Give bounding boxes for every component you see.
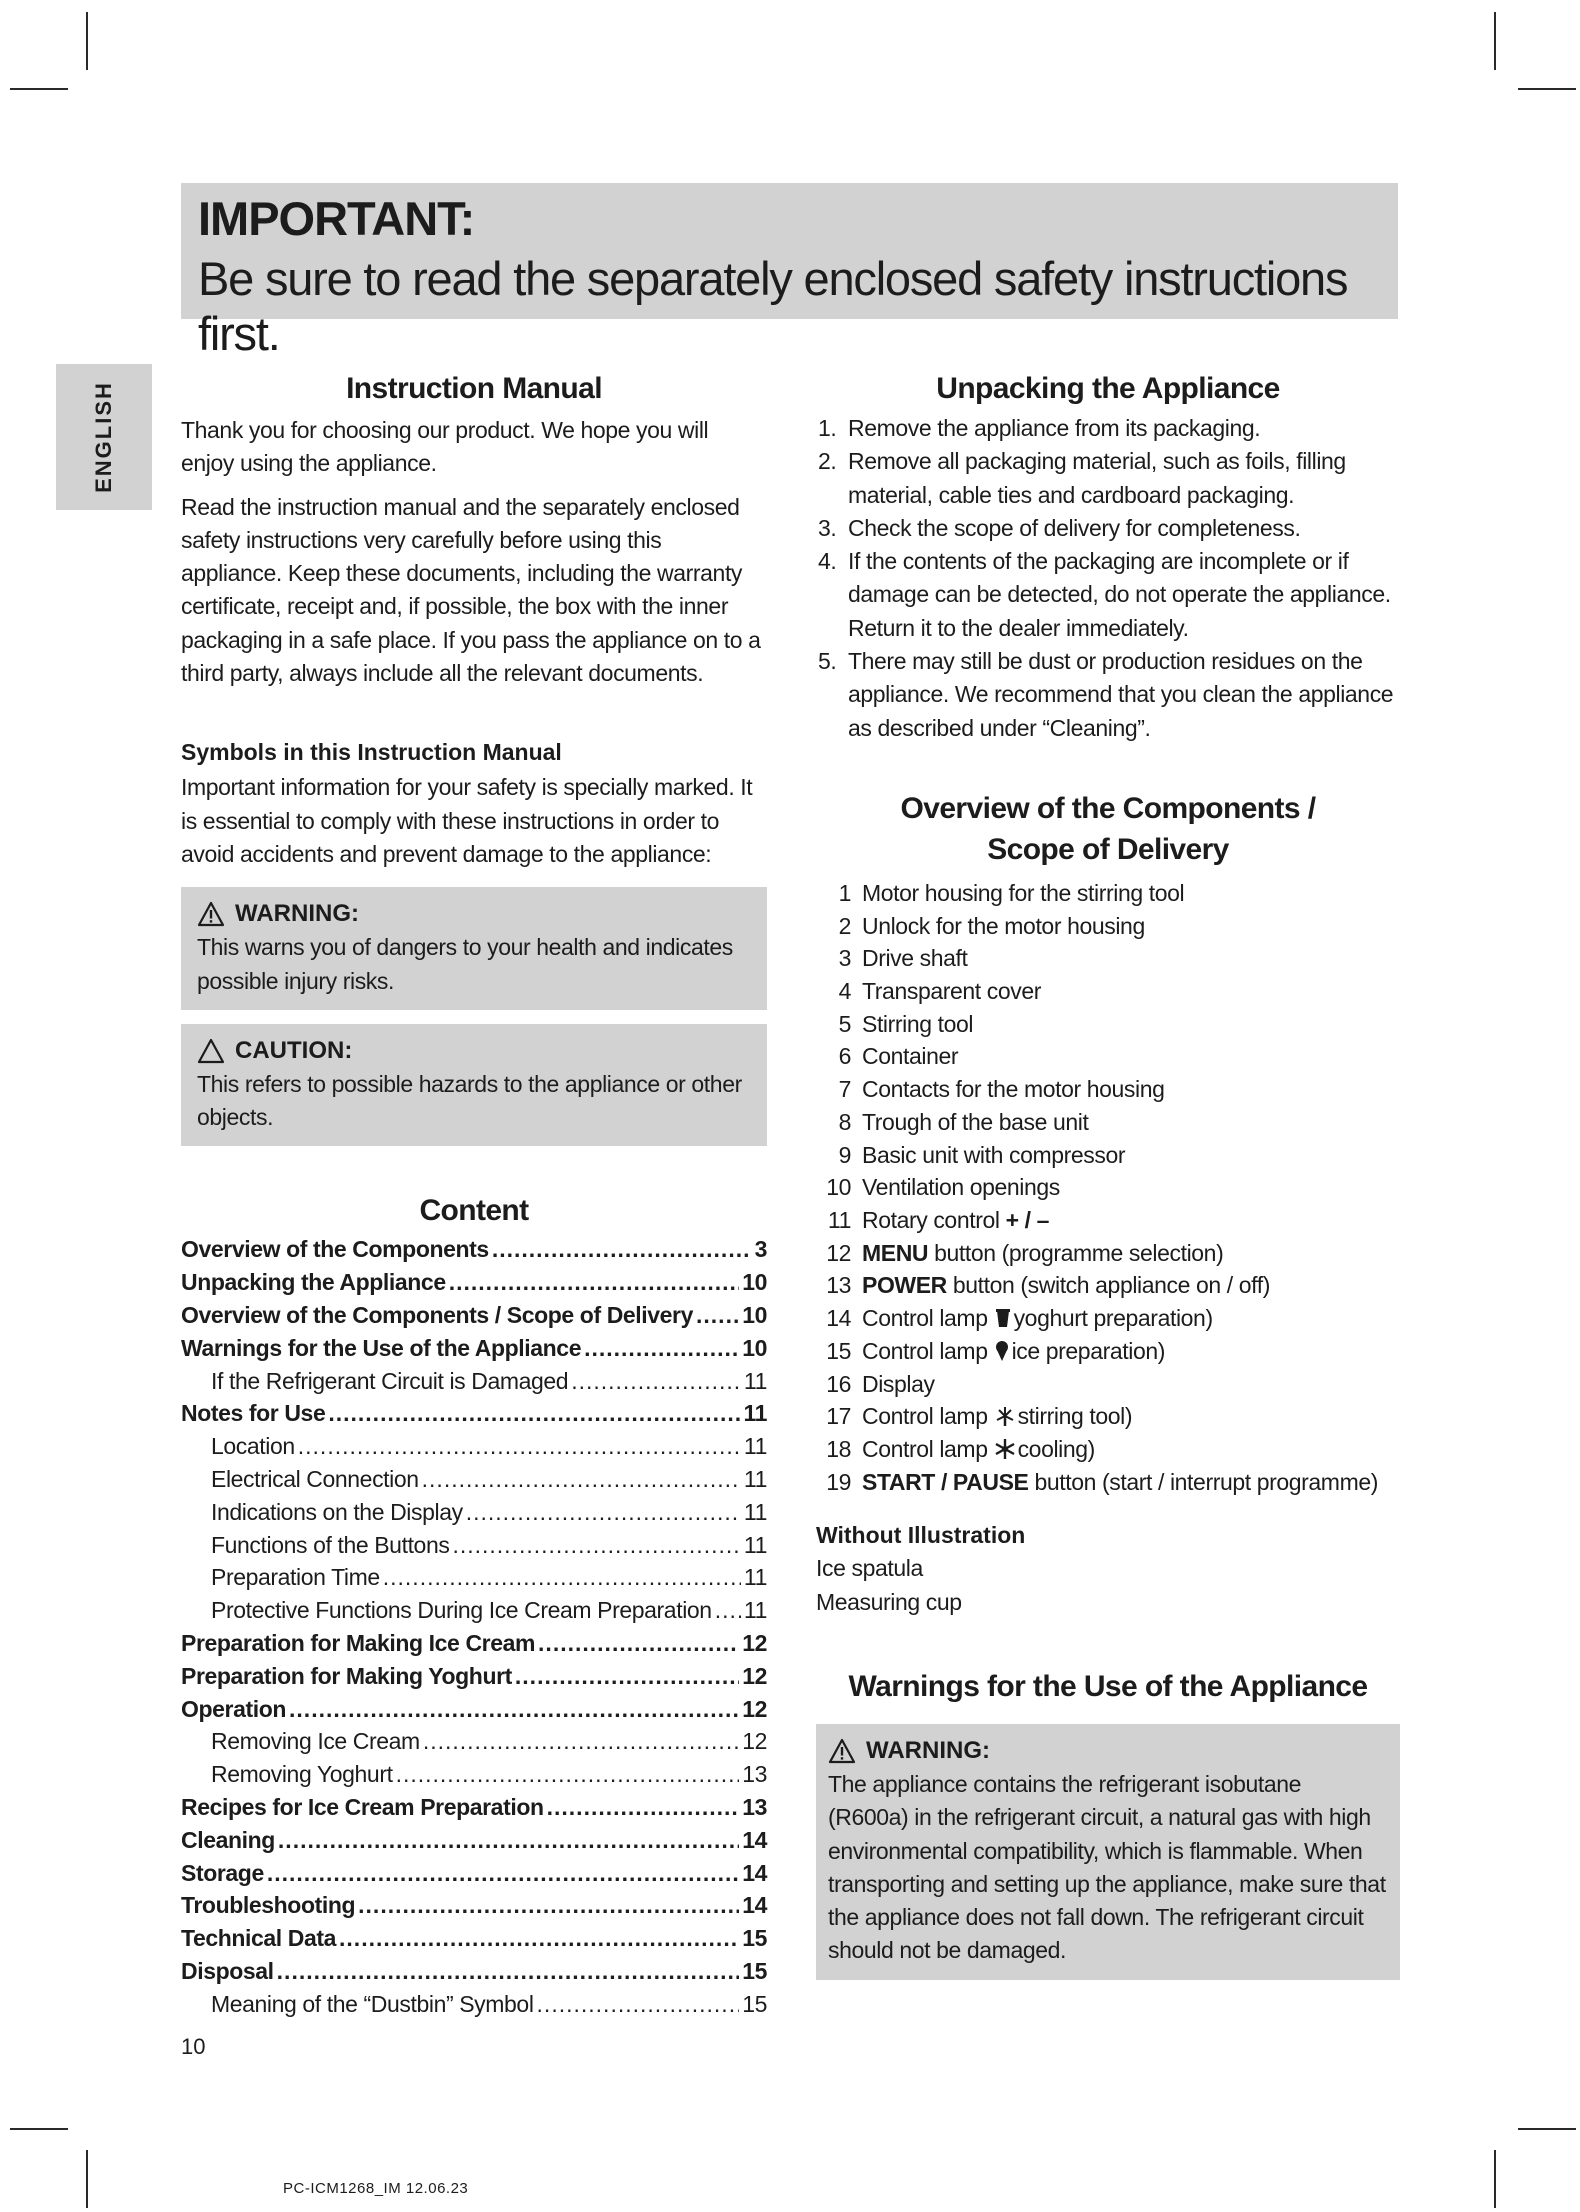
- warning-text: This warns you of dangers to your health and indicates possible injury risks.: [197, 934, 733, 994]
- banner-title: IMPORTANT:: [198, 192, 475, 245]
- instruction-manual-heading: Instruction Manual: [346, 372, 602, 405]
- refrigerant-warning-text: The appliance contains the refrigerant isobutane (R600a) in the refrigerant circuit, a natural gas with high environmental compatibility, which is flammable. When transporting and setting up the appliance, make sure that the appliance does not fall down. The refrigerant circuit should not be damaged.: [828, 1770, 1386, 1964]
- table-of-contents: [181, 1233, 767, 2020]
- rotary-symbols: + / –: [1005, 1207, 1049, 1233]
- language-label: ENGLISH: [91, 381, 116, 493]
- list-item: 15 Control lamp ice preparation): [826, 1337, 1165, 1364]
- list-item: 1 Motor housing for the stirring tool: [838, 879, 1185, 906]
- list-item: 13 POWER button (switch appliance on / off): [826, 1272, 1270, 1299]
- caution-title: CAUTION:: [235, 1036, 353, 1064]
- toc-entry[interactable]: Preparation for Making Yoghurt ..... 12: [181, 1660, 767, 1693]
- list-item: 18 Control lamp cooling): [826, 1435, 1095, 1462]
- list-item: 16 Display: [826, 1370, 935, 1397]
- intro-paragraph: Thank you for choosing our product. We hope you will enjoy using the appliance.: [181, 417, 709, 477]
- caution-triangle-icon: [197, 1038, 225, 1064]
- warning-box: [181, 887, 767, 1010]
- toc-subentry[interactable]: Electrical Connection ..... 11: [181, 1463, 767, 1496]
- toc-subentry[interactable]: Removing Yoghurt ..... 13: [181, 1758, 767, 1791]
- symbols-heading: Symbols in this Instruction Manual: [181, 739, 562, 766]
- toc-entry[interactable]: Preparation for Making Ice Cream ..... 12: [181, 1627, 767, 1660]
- warnings-use-heading: Warnings for the Use of the Appliance: [848, 1669, 1368, 1703]
- toc-entry[interactable]: Operation ..... 12: [181, 1693, 767, 1726]
- crop-mark: [1518, 88, 1576, 90]
- list-item: 17 Control lamp stirring tool): [826, 1403, 1133, 1430]
- accessory-item: Measuring cup: [816, 1588, 962, 1615]
- banner-subtitle: Be sure to read the separately enclosed safety instructions first.: [198, 252, 1348, 360]
- toc-entry[interactable]: Cleaning ..... 14: [181, 1824, 767, 1857]
- crop-mark: [10, 88, 68, 90]
- list-item: 5 Stirring tool: [838, 1010, 974, 1037]
- caution-box: [181, 1024, 767, 1147]
- toc-subentry[interactable]: Location ..... 11: [181, 1430, 767, 1463]
- toc-entry[interactable]: Notes for Use ..... 11: [181, 1397, 767, 1430]
- toc-subentry[interactable]: Removing Ice Cream ..... 12: [181, 1725, 767, 1758]
- toc-entry[interactable]: Disposal ..... 15: [181, 1955, 767, 1988]
- caution-text: This refers to possible hazards to the appliance or other objects.: [197, 1070, 742, 1131]
- without-illustration-heading: Without Illustration: [816, 1522, 1026, 1549]
- crop-mark: [86, 2150, 88, 2208]
- list-item: 6 Container: [838, 1043, 959, 1070]
- crop-mark: [1494, 12, 1496, 70]
- toc-entry[interactable]: Storage ..... 14: [181, 1857, 767, 1890]
- list-item: 4. If the contents of the packaging are incomplete or if damage can be detected, do not operate the appliance. Return it to the dealer immediately.: [818, 548, 1391, 641]
- list-item: 2 Unlock for the motor housing: [838, 912, 1145, 939]
- list-item: 14 Control lamp yoghurt preparation): [826, 1305, 1213, 1332]
- stirring-icon: [994, 1405, 1016, 1427]
- list-item: 19 START / PAUSE button (start / interrupt programme): [826, 1468, 1378, 1495]
- toc-subentry[interactable]: Indications on the Display ..... 11: [181, 1496, 767, 1529]
- language-tab: [56, 364, 152, 510]
- crop-mark: [1494, 2150, 1496, 2208]
- list-item: 8 Trough of the base unit: [838, 1108, 1089, 1135]
- cooling-icon: [994, 1438, 1016, 1460]
- crop-mark: [10, 2128, 68, 2130]
- warning-title: WARNING:: [235, 900, 359, 928]
- symbols-paragraph: Important information for your safety is specially marked. It is essential to comply with these instructions in order to avoid accidents and prevent damage to the appliance:: [181, 774, 753, 867]
- documents-paragraph: Read the instruction manual and the separately enclosed safety instructions very carefully before using this appliance. Keep these documents, including the warranty certificate, receipt and, if possible, the box with the inner packaging in a safe place. If you pass the appliance on to a third party, always include all the relevant documents.: [181, 493, 761, 687]
- components-list: [816, 877, 1400, 1498]
- toc-subentry[interactable]: If the Refrigerant Circuit is Damaged ..... 11: [181, 1365, 767, 1398]
- footer-code: PC-ICM1268_IM 12.06.23: [283, 2180, 469, 2197]
- refrigerant-warning-box: [816, 1724, 1400, 1980]
- toc-entry[interactable]: Technical Data ..... 15: [181, 1922, 767, 1955]
- left-column: [181, 368, 767, 2021]
- content-heading: Content: [419, 1194, 529, 1228]
- list-item: 5. There may still be dust or production residues on the appliance. We recommend that you clean the appliance as described under “Cleaning”.: [818, 648, 1394, 741]
- list-item: 11 Rotary control + / –: [816, 1204, 1400, 1237]
- warning-triangle-icon: [197, 901, 225, 927]
- list-item: 10 Ventilation openings: [826, 1174, 1060, 1201]
- page-number: 10: [181, 2034, 206, 2059]
- crop-mark: [86, 12, 88, 70]
- unpacking-heading: Unpacking the Appliance: [936, 372, 1280, 405]
- toc-entry[interactable]: Troubleshooting ..... 14: [181, 1889, 767, 1922]
- toc-entry[interactable]: Unpacking the Appliance ..... 10: [181, 1266, 767, 1299]
- unpacking-steps: [816, 412, 1400, 745]
- toc-entry[interactable]: Warnings for the Use of the Appliance ..... 10: [181, 1332, 767, 1365]
- list-item: 3 Drive shaft: [838, 945, 968, 972]
- list-item: 3. Check the scope of delivery for completeness.: [818, 514, 1301, 541]
- right-column: [816, 368, 1400, 1980]
- toc-subentry[interactable]: Meaning of the “Dustbin” Symbol ..... 15: [181, 1988, 767, 2021]
- overview-heading: Overview of the Components / Scope of Delivery: [900, 791, 1316, 866]
- toc-entry[interactable]: Overview of the Components / Scope of Delivery ..... 10: [181, 1299, 767, 1332]
- list-item: 2. Remove all packaging material, such as foils, filling material, cable ties and cardboard packaging.: [818, 448, 1346, 508]
- list-item: 1. Remove the appliance from its packaging.: [818, 415, 1261, 441]
- list-item: 4 Transparent cover: [838, 978, 1041, 1005]
- list-item: 12 MENU button (programme selection): [826, 1239, 1224, 1266]
- toc-entry[interactable]: Overview of the Components ..... 3: [181, 1233, 767, 1266]
- important-banner: [181, 183, 1398, 360]
- accessory-item: Ice spatula: [816, 1555, 923, 1582]
- ice-icon: [994, 1340, 1010, 1362]
- yoghurt-icon: [994, 1307, 1012, 1329]
- toc-subentry[interactable]: Protective Functions During Ice Cream Preparation ..... 11: [181, 1594, 767, 1627]
- toc-entry[interactable]: Recipes for Ice Cream Preparation ..... 13: [181, 1791, 767, 1824]
- toc-subentry[interactable]: Preparation Time ..... 11: [181, 1561, 767, 1594]
- refrigerant-warning-title: WARNING:: [866, 1736, 990, 1764]
- crop-mark: [1518, 2128, 1576, 2130]
- list-item: 9 Basic unit with compressor: [838, 1141, 1126, 1168]
- toc-subentry[interactable]: Functions of the Buttons ..... 11: [181, 1529, 767, 1562]
- warning-triangle-icon: [828, 1738, 856, 1764]
- list-item: 7 Contacts for the motor housing: [838, 1076, 1165, 1103]
